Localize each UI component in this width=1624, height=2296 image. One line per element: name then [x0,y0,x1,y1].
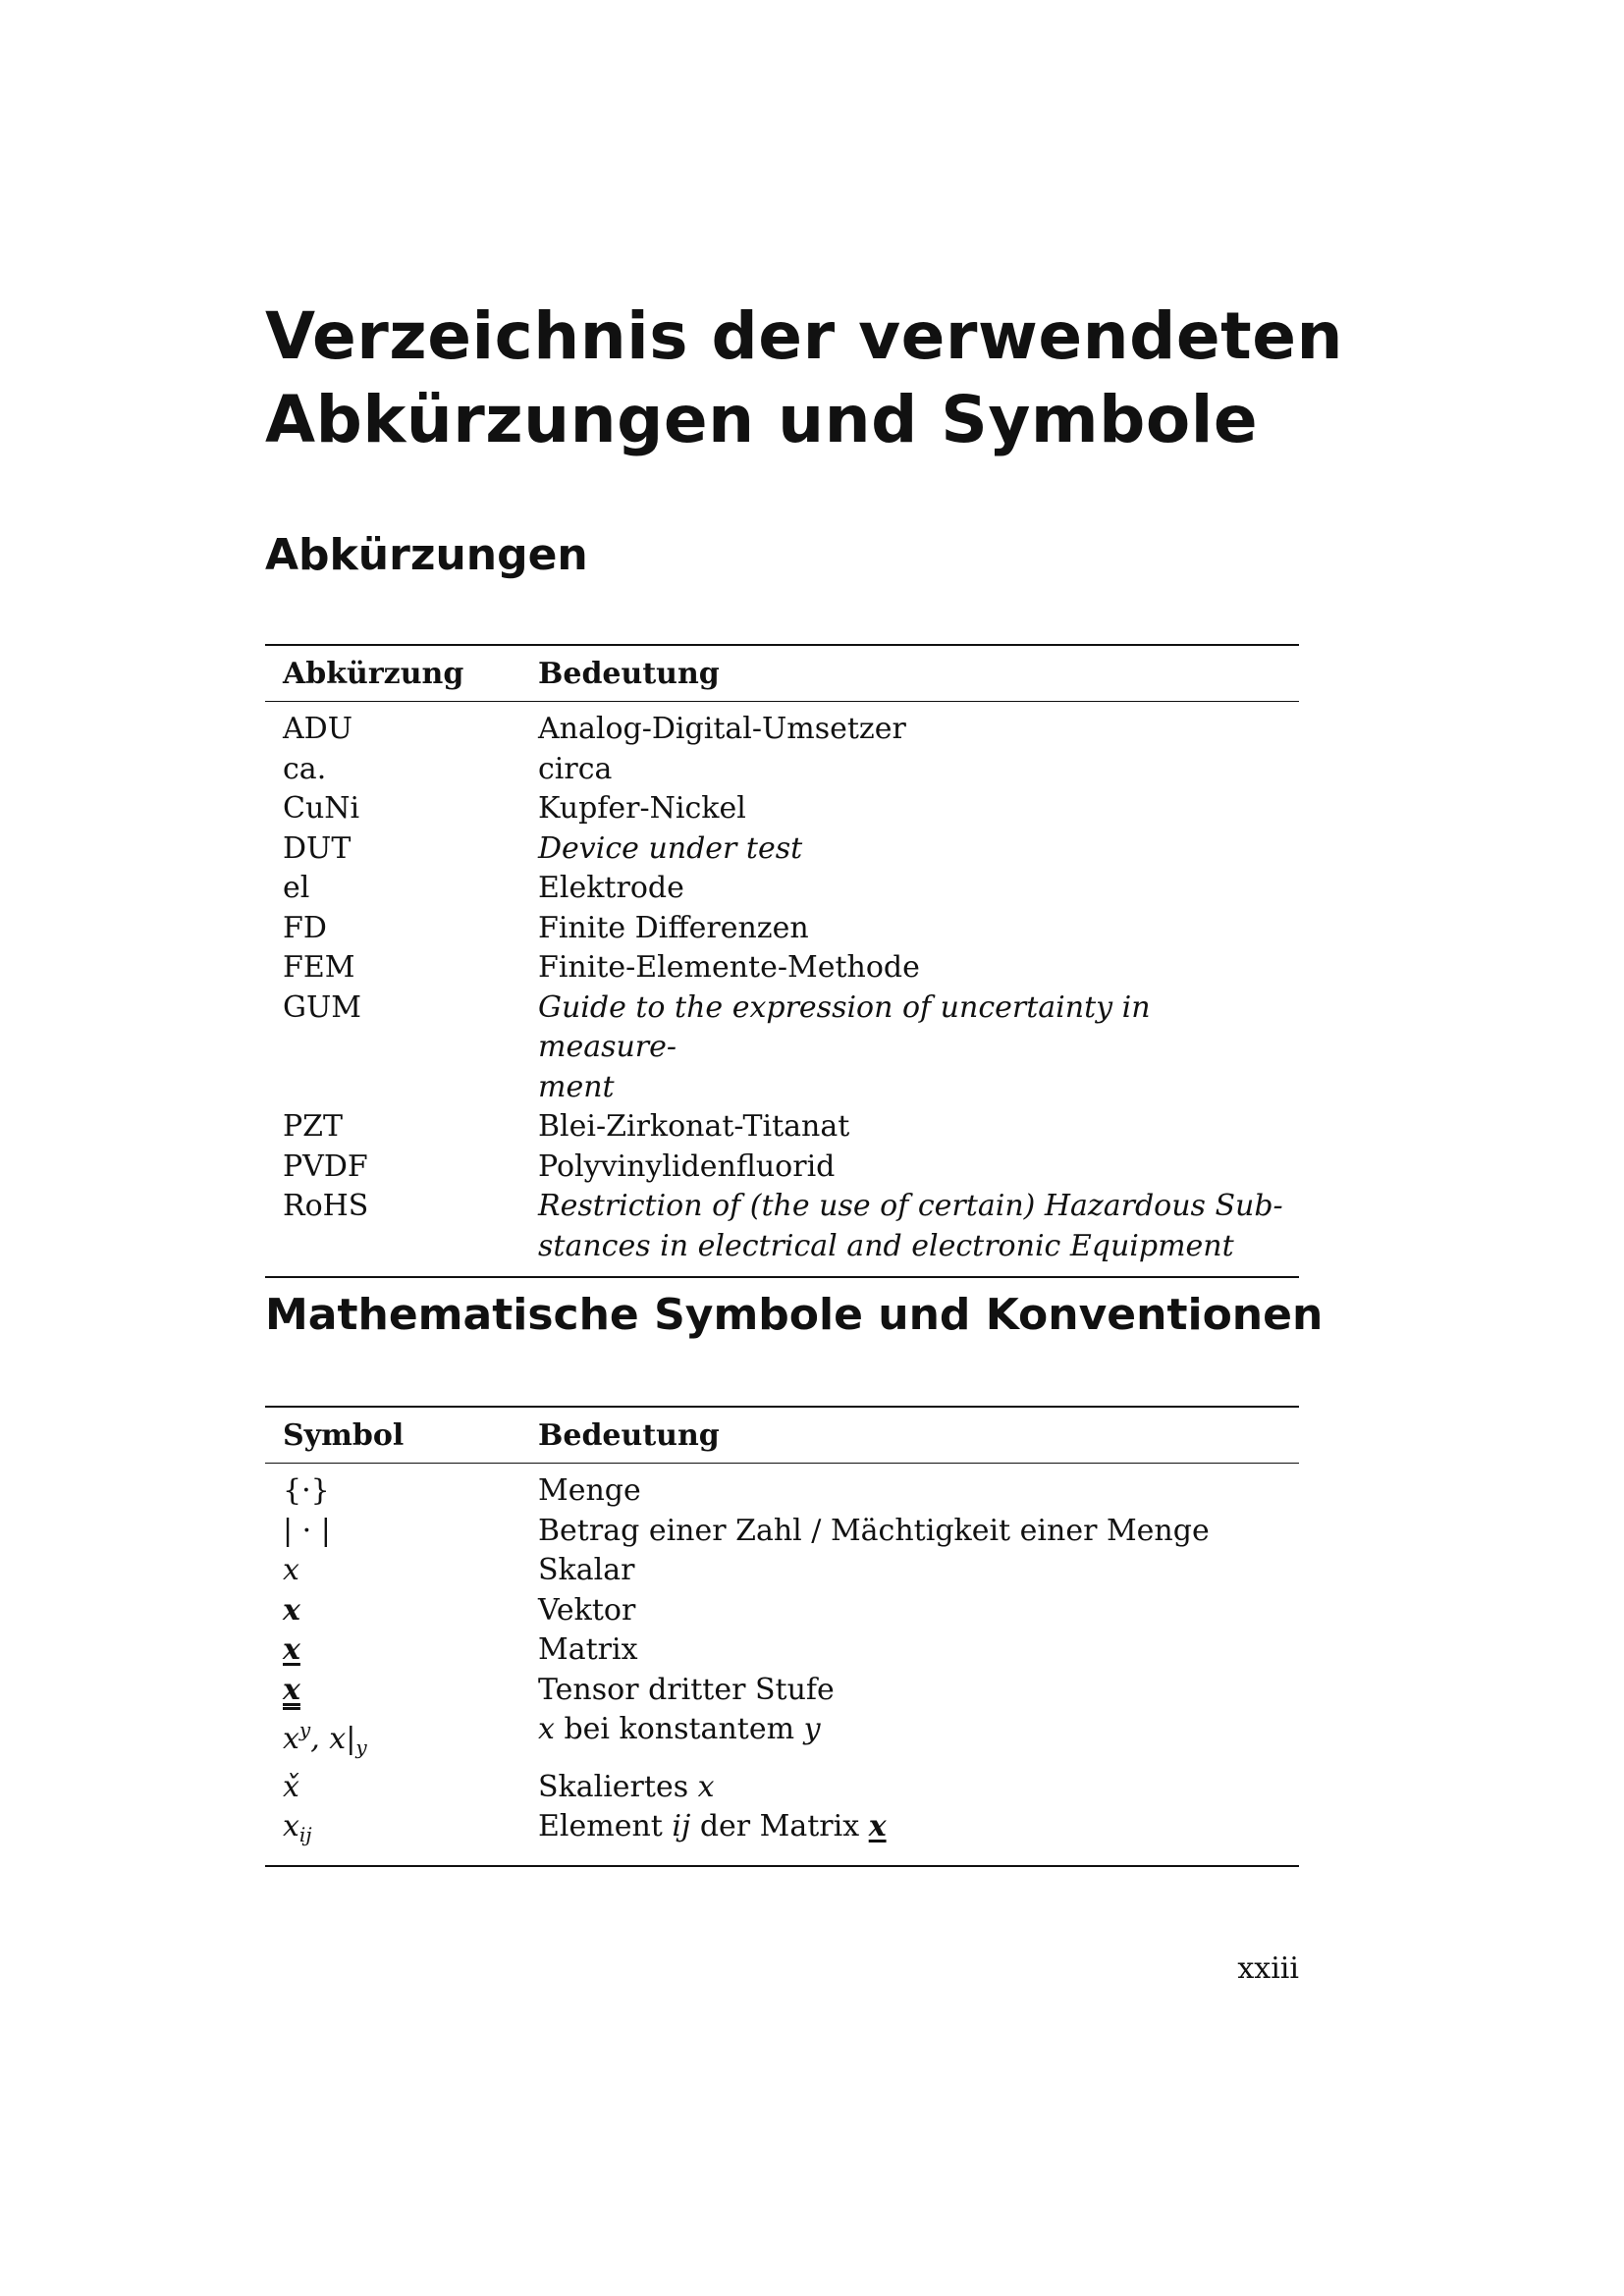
meaning-variable: x [697,1769,715,1804]
abbr-cell-empty [265,1227,538,1267]
chapter-title [265,294,1345,461]
matrix-symbol: x [283,1632,300,1667]
table-row [265,1471,1299,1512]
table-row [265,789,1299,829]
symbol-separator: , x| [310,1722,356,1756]
table-row [265,1710,1299,1768]
tensor-symbol: x [283,1672,300,1707]
abbr-cell: ca. [283,751,327,786]
meaning-cell: Vektor [538,1592,636,1628]
symbol-base: x [283,1809,299,1843]
meaning-cell: Analog-Digital-Umsetzer [538,712,906,746]
meaning-text: der Matrix [690,1809,869,1843]
abbr-cell: ADU [283,712,353,746]
column-header-abbreviation: Abkürzung [283,656,464,691]
symbol-superscript: y [298,1718,311,1741]
column-header-meaning: Bedeutung [538,1417,720,1453]
meaning-cell: Menge [538,1473,641,1508]
symbol-cell-scaled: x̌ [283,1769,299,1804]
abbr-cell: PVDF [283,1148,368,1184]
meaning-cell: Kupfer-Nickel [538,791,746,826]
chapter-title-line-1: Verzeichnis der verwendeten [265,298,1343,374]
table-row-continuation [265,1227,1299,1267]
table-row [265,1107,1299,1148]
symbol-cell-matrix [265,1630,538,1671]
matrix-symbol: x [868,1809,887,1843]
table-row [265,909,1299,949]
table-row [265,829,1299,870]
table-body [265,1464,1299,1865]
meaning-variable: y [803,1712,821,1746]
abbreviations-table [265,644,1299,1278]
symbol-cell-tensor [265,1671,538,1711]
symbol-cell-set: {·} [283,1473,330,1508]
table-row [265,1187,1299,1227]
meaning-text: Skaliertes [538,1769,698,1804]
meaning-cell: Finite-Elemente-Methode [538,950,920,985]
section-heading-symbols: Mathematische Symbole und Konventionen [265,1290,1324,1340]
symbol-base: x [283,1722,299,1756]
symbol-cell-abs: | · | [283,1513,331,1548]
symbol-cell-constant [265,1710,538,1768]
meaning-cell: Skalar [538,1553,635,1587]
column-header-symbol: Symbol [283,1417,405,1453]
meaning-cell: Finite Differenzen [538,910,809,945]
meaning-cell [538,1807,1299,1855]
abbr-cell: DUT [283,830,352,866]
table-row [265,1512,1299,1552]
table-header [265,646,1299,702]
meaning-cell: circa [538,751,613,786]
symbol-cell-scalar: x [283,1553,299,1587]
table-row [265,1148,1299,1188]
abbr-cell-empty [265,1068,538,1108]
table-row-continuation [265,1068,1299,1108]
meaning-text: Element [538,1809,673,1843]
table-row [265,1768,1299,1808]
symbols-table [265,1406,1299,1867]
table-row [265,750,1299,790]
meaning-cell-continuation: ment [538,1069,615,1104]
symbol-subscript: ij [298,1823,312,1846]
abbr-cell: el [283,871,310,905]
table-row [265,988,1299,1068]
meaning-cell: Matrix [538,1632,638,1667]
table-row [265,1551,1299,1591]
meaning-variable: x [538,1712,555,1746]
table-row [265,1630,1299,1671]
abbr-cell: FEM [283,950,355,985]
meaning-cell: Betrag einer Zahl / Mächtigkeit einer Menge [538,1513,1210,1548]
meaning-cell: Tensor dritter Stufe [538,1672,835,1707]
meaning-cell: Guide to the expression of uncertainty in measure- [538,989,1151,1064]
vector-symbol: x [283,1592,300,1628]
abbr-cell: CuNi [283,791,360,826]
meaning-cell [538,1710,1299,1768]
meaning-cell: Polyvinylidenfluorid [538,1148,836,1184]
table-body [265,702,1299,1276]
meaning-text: bei konstantem [554,1712,804,1746]
table-row [265,1591,1299,1631]
table-header [265,1408,1299,1464]
abbr-cell: FD [283,910,327,945]
abbr-cell: GUM [283,989,361,1025]
chapter-title-line-2: Abkürzungen und Symbole [265,382,1259,457]
meaning-cell: Blei-Zirkonat-Titanat [538,1109,850,1144]
abbr-cell: PZT [283,1109,344,1144]
symbol-cell-element [265,1807,538,1855]
meaning-cell: Restriction of (the use of certain) Hazardous Sub- [538,1189,1283,1223]
meaning-cell-continuation: stances in electrical and electronic Equipment [538,1228,1234,1263]
table-row [265,948,1299,988]
column-header-meaning: Bedeutung [538,656,720,691]
meaning-cell: Elektrode [538,871,684,905]
meaning-cell: Device under test [538,830,803,866]
table-row [265,1671,1299,1711]
symbol-cell-vector [265,1591,538,1631]
abbr-cell: RoHS [283,1189,369,1223]
table-row [265,1807,1299,1855]
symbol-subscript: y [355,1735,367,1759]
table-row [265,710,1299,750]
meaning-variable: ij [672,1809,691,1843]
meaning-cell [538,1768,1299,1808]
table-row [265,869,1299,909]
page-number: xxiii [1237,1951,1299,1986]
section-heading-abbreviations: Abkürzungen [265,530,588,580]
